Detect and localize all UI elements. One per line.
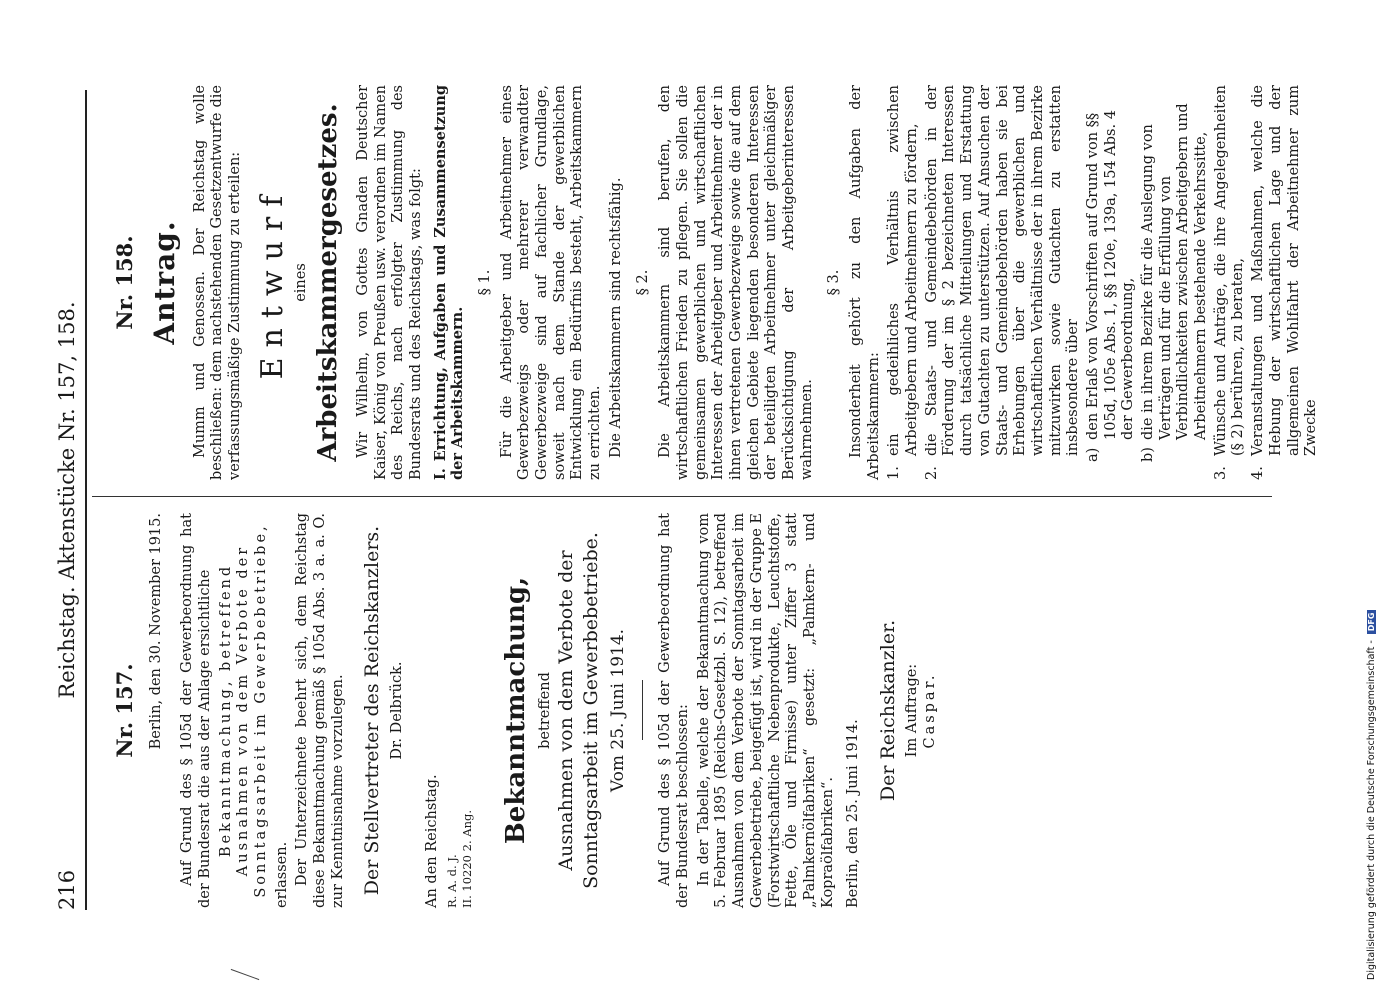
list-number: 3. <box>1212 466 1229 480</box>
footer-credit: Digitalisierung gefördert durch die Deutsche Forschungsgemeinschaft - <box>1366 640 1377 980</box>
column-divider <box>92 496 1272 497</box>
preamble: Wir Wilhelm, von Gottes Gnaden Deutscher Kaiser, König von Preußen usw. verordnen im Namen des Reichs, nach erfolgter Zustimmung des Bundesrats und des Reichstags, was folgt: <box>354 85 424 480</box>
margin-mark <box>231 969 260 980</box>
running-title: Reichstag. Aktenstücke Nr. 157, 158. <box>55 301 79 699</box>
list-text: ein gedeihliches Verhältnis zwischen Arbeitgebern und Arbeitnehmern zu fördern, <box>886 85 921 456</box>
sub-list-text: den Erlaß von Vorschriften auf Grund von §§ 105d, 105e Abs. 1, §§ 120e, 139a, 154 Abs. 4 der Gewerbeordnung, <box>1084 110 1137 440</box>
body-paragraph-2: In der Tabelle, welche der Bekanntmachung vom 5. Februar 1895 (Reichs-Gesetzbl. S. 12), betreffend Ausnahmen von dem Verbote der Sonntagsarbeit im Gewerbebetriebe, beigefügt ist, wird in der Gruppe E (Forstwirtschaftliche Nebenprodukte, Leuchtstoffe, Fette, Öle und Firnisse) unter Ziffer 3 statt „Palmkernölfabriken“ gesetzt: „Palmkern- und Kopraölfabriken“. <box>695 513 836 908</box>
intro-text: Auf Grund des § 105d der Gewerbeordnung hat der Bundesrat die aus der Anlage ersichtliche <box>179 513 213 908</box>
list-item <box>886 85 921 480</box>
dfg-logo: DFG <box>1367 610 1376 635</box>
divider-short <box>642 681 643 741</box>
antrag-heading: Antrag. <box>147 220 181 345</box>
sub-list-item <box>1140 85 1211 462</box>
list-text: die Staats- und Gemeindebehörden in der Förderung der im § 2 bezeichneten Interessen durch tatsächliche Mitteilungen und Erstattung von Gutachten zu unterstützen. Auf Ansuchen der Staats- und Gemeindebehörden haben sie bei Erhebungen über die gewerblichen und wirtschaftlichen Verhältnisse der in ihrem Bezirke mitzuwirken sowie Gutachten zu erstatten insbesondere über <box>923 85 1082 456</box>
section-3-intro: Insonderheit gehört zu den Aufgaben der Arbeitskammern: <box>848 85 882 480</box>
eines-text: eines <box>293 263 310 302</box>
doc-title: Bekanntmachung, <box>500 576 531 845</box>
im-auftrage: Im Auftrage: <box>904 663 921 758</box>
sub-list-item <box>1085 85 1138 462</box>
section-2-heading: § 2. <box>635 269 652 296</box>
list-item <box>1250 85 1321 480</box>
right-column <box>100 85 1323 480</box>
list-number: 2. <box>923 466 940 480</box>
doc-betreffend: betreffend <box>536 672 553 749</box>
doc-subject: Ausnahmen von dem Verbote der Sonntagsarbeit im Gewerbebetriebe. <box>555 532 602 889</box>
sub-list-text: die in ihrem Bezirke für die Auslegung von Verträgen und für die Erfüllung von Verbindlichkeiten zwischen Arbeitgebern und Arbeitnehmern bestehende Verkehrssitte, <box>1140 103 1210 440</box>
digitization-footer <box>1366 20 1380 980</box>
erlassen-text: erlassen. <box>273 841 290 908</box>
section-1-heading: § 1. <box>476 269 493 296</box>
section-2-text: Die Arbeitskammern sind berufen, den wirtschaftlichen Frieden zu pflegen. Sie sollen die gemeinsamen gewerblichen und wirtschaftlichen Interessen der Arbeitgeber und Arbeitnehmer der in ihnen vertretenen Gewerbezweige sowie die auf dem gleichen Gebiete liegenden besonderen Interessen der beteiligten Arbeitnehmer unter gleichmäßiger Berücksichtigung der Arbeitgeberinteressen wahrnehmen. <box>657 85 815 480</box>
addressee: An den Reichstag. <box>424 774 441 908</box>
section-1-text: Für die Arbeitgeber und Arbeitnehmer eines Gewerbezweigs oder mehrerer verwandter Gewerbezweige sind auf fachlicher Grundlage, soweit nach dem Stande der gewerblichen Entwicklung ein Bedürfnis besteht, Arbeitskammern zu errichten. <box>498 85 604 480</box>
signer-name: Caspar. <box>921 672 938 749</box>
signature-title: Der Stellvertreter des Reichskanzlers. <box>361 525 384 896</box>
reference-1: R. A. d. J. <box>445 854 460 908</box>
motion-text: Mumm und Genossen. Der Reichstag wolle beschließen: dem nachstehenden Gesetzentwurfe die verfassungsmäßige Zustimmung zu erteilen: <box>191 85 244 480</box>
signature-name: Dr. Delbrück. <box>388 661 405 760</box>
list-number: 1. <box>886 466 903 480</box>
nr-157-heading: Nr. 157. <box>112 663 137 758</box>
list-text: Veranstaltungen und Maßnahmen, welche die Hebung der wirtschaftlichen Lage und der allgemeinen Wohlfahrt der Arbeitnehmer zum Zwecke <box>1250 85 1320 456</box>
page-header <box>55 90 87 910</box>
chancellor-title: Der Reichskanzler. <box>876 619 899 802</box>
section-3-heading: § 3. <box>826 269 843 296</box>
part-title: I. Errichtung, Aufgaben und Zusammensetzung der Arbeitskammern. <box>431 85 467 480</box>
entwurf-heading: Entwurf <box>254 185 290 380</box>
list-number: 4. <box>1250 466 1267 480</box>
nr-158-heading: Nr. 158. <box>112 235 137 330</box>
sub-list-letter: b) <box>1140 447 1157 462</box>
list-text: Wünsche und Anträge, die ihre Angelegenheiten (§ 2) berühren, zu beraten, <box>1212 85 1247 456</box>
list-item <box>924 85 1083 480</box>
list-item <box>1213 85 1248 480</box>
dateline: Berlin, den 30. November 1915. <box>147 513 164 750</box>
doc-date: Vom 25. Juni 1914. <box>607 628 628 793</box>
body-paragraph-1: Auf Grund des § 105d der Gewerbeordnung hat der Bundesrat beschlossen: <box>657 513 692 908</box>
reference-2: II. 10220 2. Ang. <box>459 810 474 908</box>
request-text: Der Unterzeichnete beehrt sich, dem Reichstag diese Bekanntmachung gemäß § 105d Abs. 3 a. a. O. zur Kenntnisnahme vorzulegen. <box>294 513 346 908</box>
left-column <box>100 513 940 908</box>
quoted-title: Bekanntmachung, betreffend Ausnahmen von dem Verbote der Sonntagsarbeit im Gewerbebetriebe, <box>217 523 270 898</box>
place-date: Berlin, den 25. Juni 1914. <box>845 719 862 908</box>
law-title: Arbeitskammergesetzes. <box>313 103 344 462</box>
section-1-text-2: Die Arbeitskammern sind rechtsfähig. <box>607 177 624 458</box>
sub-list-letter: a) <box>1084 447 1101 462</box>
page-number: 216 <box>55 869 79 910</box>
